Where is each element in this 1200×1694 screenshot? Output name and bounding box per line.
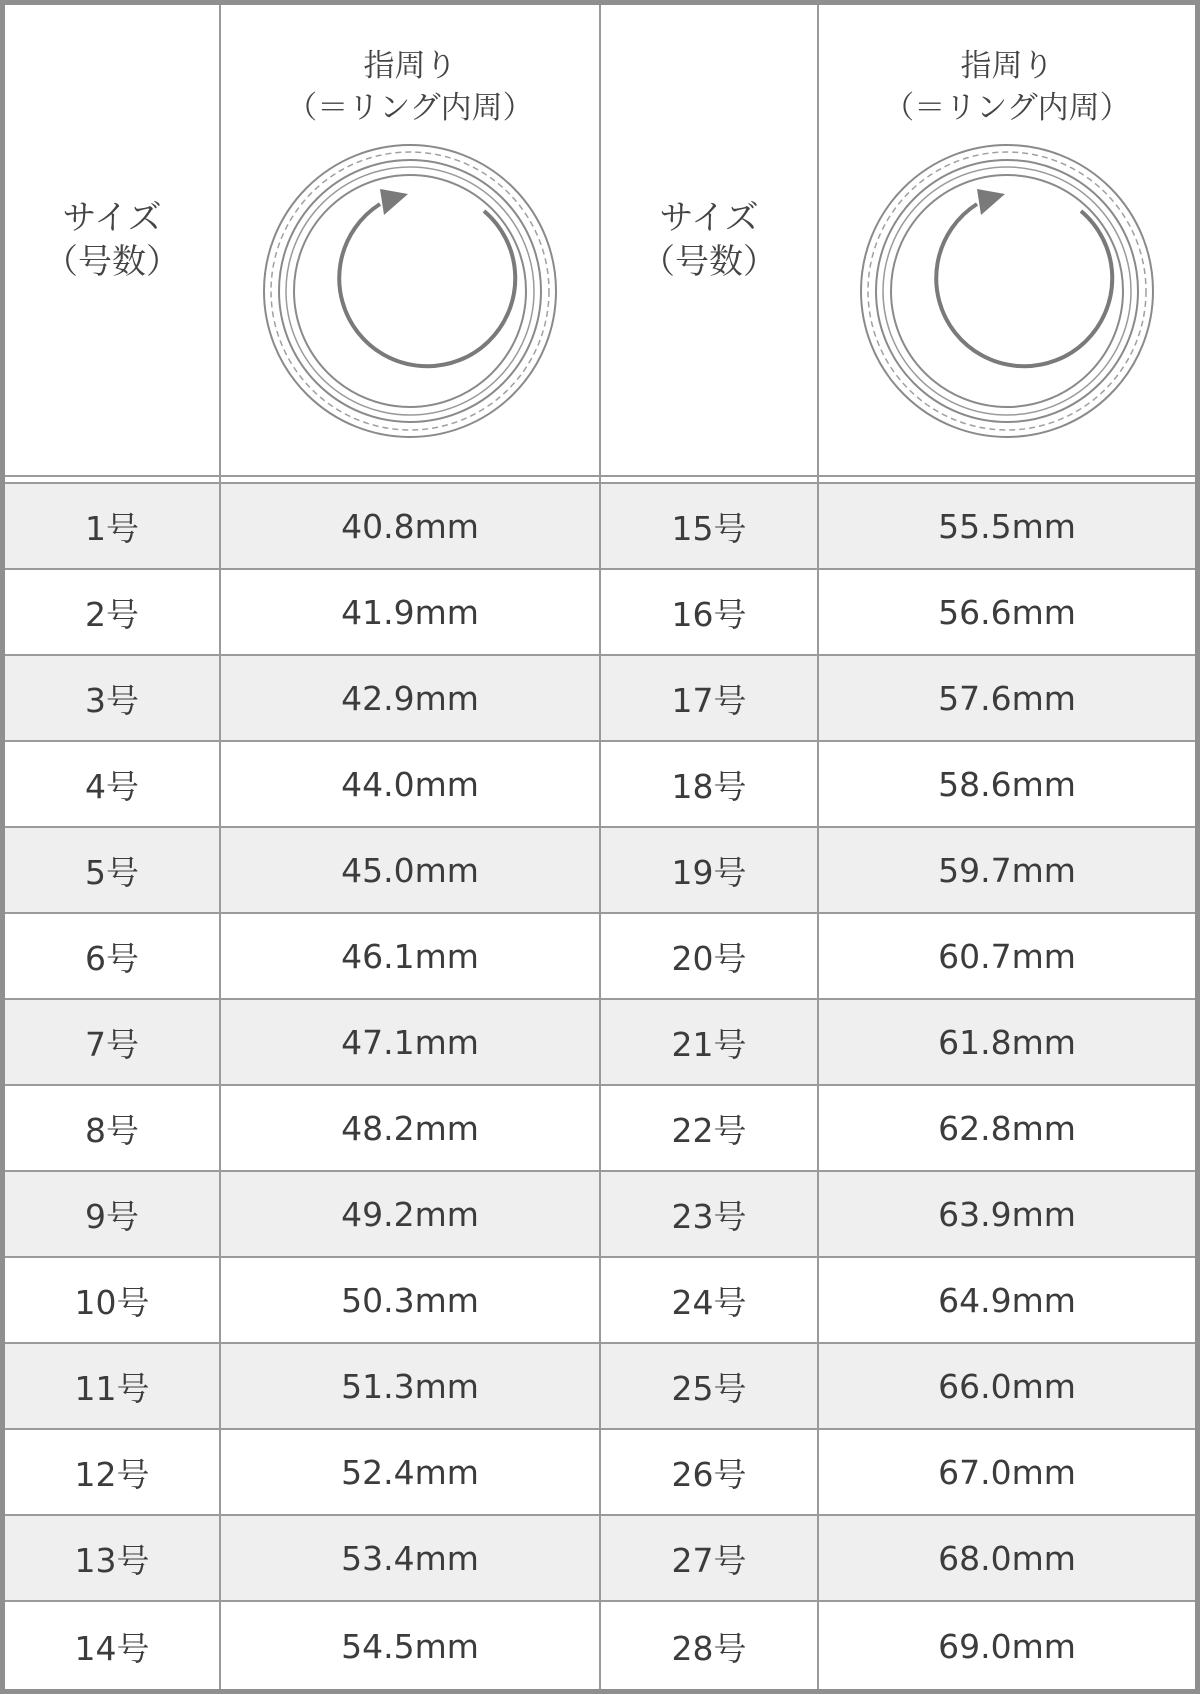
size-cell: 7号 — [85, 1024, 139, 1064]
circumference-cell: 52.4mm — [341, 1452, 479, 1492]
size-cell: 24号 — [671, 1282, 747, 1322]
circumference-cell: 46.1mm — [341, 936, 479, 976]
circumference-cell: 44.0mm — [341, 764, 479, 804]
circumference-cell: 56.6mm — [938, 592, 1076, 632]
circumference-cell: 59.7mm — [938, 850, 1076, 890]
size-cell: 15号 — [671, 508, 747, 548]
size-cell: 4号 — [85, 766, 139, 806]
size-cell: 16号 — [671, 594, 747, 634]
circumference-cell: 69.0mm — [938, 1626, 1076, 1666]
circumference-header-label — [286, 45, 533, 129]
circumference-cell: 51.3mm — [341, 1366, 479, 1406]
circumference-header-label — [883, 45, 1130, 129]
circumference-cell: 62.8mm — [938, 1108, 1076, 1148]
size-cell: 27号 — [671, 1540, 747, 1580]
circumference-cell: 47.1mm — [341, 1022, 479, 1062]
size-cell: 23号 — [671, 1196, 747, 1236]
circumference-cell: 61.8mm — [938, 1022, 1076, 1062]
size-cell: 25号 — [671, 1368, 747, 1408]
circumference-cell: 50.3mm — [341, 1280, 479, 1320]
size-cell: 12号 — [74, 1454, 150, 1494]
circumference-cell: 68.0mm — [938, 1538, 1076, 1578]
circumference-cell: 67.0mm — [938, 1452, 1076, 1492]
size-cell: 10号 — [74, 1282, 150, 1322]
column-divider — [817, 5, 819, 1689]
circular-arrow-icon — [339, 204, 515, 366]
circumference-cell: 55.5mm — [938, 506, 1076, 546]
size-cell: 14号 — [74, 1628, 150, 1668]
circumference-cell: 40.8mm — [341, 506, 479, 546]
size-cell: 20号 — [671, 938, 747, 978]
circumference-cell: 49.2mm — [341, 1194, 479, 1234]
size-cell: 26号 — [671, 1454, 747, 1494]
size-cell: 9号 — [85, 1196, 139, 1236]
circumference-cell: 53.4mm — [341, 1538, 479, 1578]
circumference-header-subtitle: （＝リング内周） — [286, 90, 534, 126]
circumference-cell: 60.7mm — [938, 936, 1076, 976]
ring-illustration-icon — [260, 141, 560, 441]
circumference-header-subtitle: （＝リング内周） — [883, 90, 1131, 126]
circumference-cell: 58.6mm — [938, 764, 1076, 804]
size-cell: 18号 — [671, 766, 747, 806]
size-header-title: サイズ — [62, 198, 162, 238]
size-cell: 21号 — [671, 1024, 747, 1064]
circumference-cell: 42.9mm — [341, 678, 479, 718]
size-cell: 28号 — [671, 1628, 747, 1668]
size-header-title: サイズ — [659, 198, 759, 238]
size-cell: 11号 — [74, 1368, 150, 1408]
circumference-header-left — [221, 5, 599, 475]
circumference-cell: 54.5mm — [341, 1626, 479, 1666]
circumference-header-title: 指周り — [363, 48, 457, 84]
size-cell: 13号 — [74, 1540, 150, 1580]
circumference-cell: 45.0mm — [341, 850, 479, 890]
circular-arrow-icon — [936, 204, 1112, 366]
size-cell: 8号 — [85, 1110, 139, 1150]
size-cell: 5号 — [85, 852, 139, 892]
circumference-cell: 64.9mm — [938, 1280, 1076, 1320]
size-cell: 17号 — [671, 680, 747, 720]
size-header-subtitle: （号数） — [641, 242, 777, 282]
size-cell: 6号 — [85, 938, 139, 978]
circumference-cell: 41.9mm — [341, 592, 479, 632]
size-cell: 19号 — [671, 852, 747, 892]
size-header-left — [5, 5, 219, 475]
circumference-header-title: 指周り — [960, 48, 1054, 84]
size-header-subtitle: （号数） — [44, 242, 180, 282]
size-cell: 22号 — [671, 1110, 747, 1150]
size-cell: 2号 — [85, 594, 139, 634]
size-cell: 1号 — [85, 508, 139, 548]
circumference-cell: 57.6mm — [938, 678, 1076, 718]
column-divider — [599, 5, 601, 1689]
circumference-cell: 63.9mm — [938, 1194, 1076, 1234]
column-divider — [219, 5, 221, 1689]
ring-illustration-icon — [857, 141, 1157, 441]
circumference-cell: 48.2mm — [341, 1108, 479, 1148]
circumference-header-right — [819, 5, 1195, 475]
circumference-cell: 66.0mm — [938, 1366, 1076, 1406]
size-cell: 3号 — [85, 680, 139, 720]
size-header-right — [601, 5, 817, 475]
